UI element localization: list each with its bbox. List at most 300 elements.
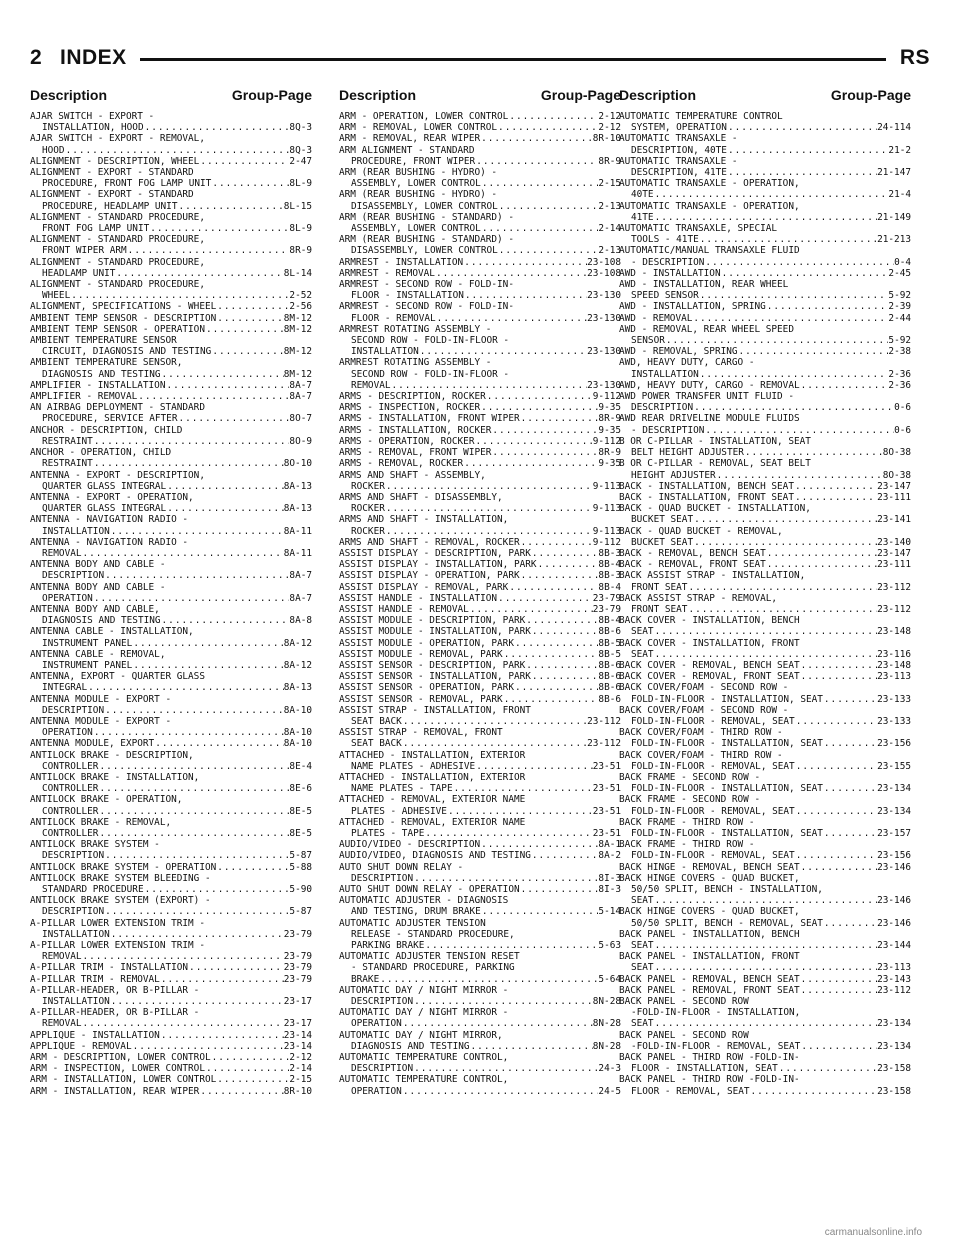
entry-text: BACK COVER - INSTALLATION, BENCH xyxy=(619,615,800,627)
dot-leader xyxy=(520,884,599,895)
dot-leader xyxy=(727,145,888,156)
entry-text: 41TE xyxy=(631,211,654,223)
dot-leader xyxy=(520,537,593,548)
group-page-ref: 8R-9 xyxy=(598,155,621,167)
index-entry xyxy=(619,705,911,727)
entry-text: ARM - REMOVAL, REAR WIPER xyxy=(339,133,481,145)
entry-text: AWD, HEAVY DUTY, CARGO - REMOVAL xyxy=(619,379,800,391)
dot-leader xyxy=(154,738,284,749)
entry-text: INSTRUMENT PANEL xyxy=(42,637,133,649)
entry-text: ARMS - REMOVAL, FRONT WIPER xyxy=(339,447,492,459)
entry-text: ASSIST HANDLE - REMOVAL xyxy=(339,603,469,615)
entry-text: AUDIO/VIDEO, DIAGNOSIS AND TESTING xyxy=(339,850,531,862)
index-entry xyxy=(30,694,312,716)
group-page-ref: 8M-12 xyxy=(283,323,312,335)
index-entry xyxy=(619,570,911,592)
dot-leader xyxy=(654,212,878,223)
entry-text: OPERATION xyxy=(351,1018,402,1030)
index-entry xyxy=(619,268,911,279)
group-page-ref: 8Q-3 xyxy=(289,122,312,134)
index-entry xyxy=(339,537,621,548)
index-entry xyxy=(619,111,911,133)
entry-text: SEAT xyxy=(631,648,654,660)
page-number: 2 xyxy=(30,46,43,69)
entry-last-line xyxy=(339,783,621,794)
entry-last-line xyxy=(30,1086,312,1097)
entry-text: ASSIST SENSOR - DESCRIPTION, PARK xyxy=(339,659,526,671)
dot-leader xyxy=(98,828,289,839)
entry-last-line xyxy=(619,234,911,245)
dot-leader xyxy=(497,593,593,604)
index-entry xyxy=(339,850,621,861)
entry-last-line xyxy=(619,738,911,749)
index-column-3 xyxy=(619,87,911,1097)
entry-text: INSTALLATION, HOOD xyxy=(42,122,144,134)
group-page-ref: 8A-7 xyxy=(289,592,312,604)
entry-text: ALIGNMENT - EXPORT - STANDARD xyxy=(30,167,194,179)
entry-text: FLOOR - REMOVAL xyxy=(351,312,436,324)
entry-text: ARM - INSTALLATION, LOWER CONTROL xyxy=(30,1074,217,1086)
group-page-ref: 23-51 xyxy=(592,828,621,839)
dot-leader xyxy=(211,346,283,357)
description-header: Description xyxy=(339,87,417,103)
group-page-ref: 8A-7 xyxy=(289,379,312,391)
entry-text: AUTOMATIC DAY / NIGHT MIRROR - xyxy=(339,984,509,996)
dot-leader xyxy=(520,570,599,581)
entry-text: ANTILOCK BRAKE SYSTEM BLEEDING - xyxy=(30,872,211,884)
entry-text: AJAR SWITCH - EXPORT - xyxy=(30,111,155,122)
group-page-ref: 9-112 xyxy=(592,435,621,447)
index-entry xyxy=(619,458,911,480)
entry-text: DESCRIPTION xyxy=(351,996,414,1008)
entry-last-line xyxy=(30,413,312,424)
dot-leader xyxy=(211,1052,290,1063)
index-entry xyxy=(30,873,312,895)
group-page-ref: 23-134 xyxy=(877,1018,911,1030)
dot-leader xyxy=(687,582,877,593)
entry-last-line xyxy=(619,895,911,906)
entry-text: FRONT SEAT xyxy=(631,581,688,593)
entry-text: ALIGNMENT - STANDARD PROCEDURE, xyxy=(30,256,205,268)
entry-last-line xyxy=(619,514,911,525)
entry-text: AUDIO/VIDEO - DESCRIPTION xyxy=(339,839,481,851)
entry-last-line xyxy=(30,391,312,402)
group-page-ref: 8M-12 xyxy=(283,368,312,380)
entry-text: AUTOMATIC TRANSAXLE - OPERATION, xyxy=(619,200,800,212)
entry-text: AWD - INSTALLATION, SPRING xyxy=(619,301,766,313)
entry-text: ASSIST STRAP - REMOVAL, FRONT xyxy=(339,727,503,739)
index-entry xyxy=(339,862,621,884)
entry-text: OPERATION xyxy=(42,592,93,604)
entry-last-line xyxy=(619,425,911,436)
index-entry xyxy=(339,649,621,660)
dot-leader xyxy=(514,638,598,649)
entry-text: ANTENNA - EXPORT - OPERATION, xyxy=(30,491,194,503)
entry-text: AMBIENT TEMP SENSOR - DESCRIPTION xyxy=(30,312,217,324)
entry-text: PLATES - ADHESIVE xyxy=(351,805,447,817)
index-entry xyxy=(30,335,312,357)
entry-text: BACK HINGE COVERS - QUAD BUCKET, xyxy=(619,906,800,918)
index-entry xyxy=(619,985,911,996)
entry-last-line xyxy=(339,615,621,626)
entry-last-line xyxy=(339,380,621,391)
dot-leader xyxy=(795,716,877,727)
entry-text: AMBIENT TEMPERATURE SENSOR, xyxy=(30,357,183,369)
entry-text: ANTILOCK BRAKE SYSTEM - OPERATION xyxy=(30,861,217,873)
entry-text: - STANDARD PROCEDURE, PARKING xyxy=(351,962,515,974)
entry-last-line xyxy=(339,133,621,144)
entry-text: ANTILOCK BRAKE - OPERATION, xyxy=(30,794,183,806)
entry-text: AWD REAR DRIVELINE MODULE FLUIDS xyxy=(619,413,800,425)
index-entry xyxy=(30,447,312,469)
group-page-ref: 23-134 xyxy=(877,1040,911,1052)
entry-last-line xyxy=(30,806,312,817)
group-page-ref: 5-63 xyxy=(598,940,621,952)
group-page-ref: 2-14 xyxy=(598,223,621,235)
dot-leader xyxy=(738,346,889,357)
entry-text: SENSOR xyxy=(631,335,665,347)
entry-text: ARM (REAR BUSHING - STANDARD) - xyxy=(339,234,514,246)
section-code: RS xyxy=(899,46,930,69)
index-entry xyxy=(619,481,911,492)
dot-leader xyxy=(800,974,878,985)
dot-leader xyxy=(402,1086,599,1097)
index-entry xyxy=(30,111,312,133)
group-page-ref: 23-146 xyxy=(877,917,911,929)
dot-leader xyxy=(800,660,878,671)
entry-text: ARM (REAR BUSHING - STANDARD) - xyxy=(339,211,514,223)
index-entry xyxy=(339,133,621,144)
entry-last-line xyxy=(619,582,911,593)
dot-leader xyxy=(727,167,877,178)
entry-text: B OR C-PILLAR - REMOVAL, SEAT BELT xyxy=(619,458,811,470)
index-entry xyxy=(30,324,312,335)
entry-text: AUTOMATIC ADJUSTER - DIAGNOSIS xyxy=(339,895,509,907)
group-page-ref: 5-92 xyxy=(888,290,911,302)
entry-text: SEAT xyxy=(631,626,654,638)
group-page-ref: 8B-4 xyxy=(598,581,621,593)
entry-text: HEIGHT ADJUSTER xyxy=(631,469,716,481)
entry-text: ANTILOCK BRAKE SYSTEM - xyxy=(30,839,160,851)
group-page-ref: 8E-4 xyxy=(289,760,312,772)
entry-text: ATTACHED - INSTALLATION, EXTERIOR xyxy=(339,749,526,761)
group-page-ref: 5-92 xyxy=(888,335,911,347)
index-entry xyxy=(30,1074,312,1085)
entry-text: AWD - REMOVAL, SPRING xyxy=(619,346,738,358)
group-page-ref: 24-5 xyxy=(598,1085,621,1097)
dot-leader xyxy=(508,582,598,593)
group-page-ref: 8B-6 xyxy=(598,693,621,705)
entry-last-line xyxy=(339,1063,621,1074)
entry-last-line xyxy=(339,638,621,649)
group-page-ref: 24-3 xyxy=(598,1063,621,1075)
dot-leader xyxy=(413,996,593,1007)
entry-text: ANTENNA MODULE, EXPORT xyxy=(30,738,155,750)
entry-last-line xyxy=(339,884,621,895)
entry-text: SEAT xyxy=(631,962,654,974)
entry-text: FLOOR - INSTALLATION xyxy=(351,290,464,302)
entry-last-line xyxy=(339,604,621,615)
entry-text: ATTACHED - REMOVAL, EXTERIOR NAME xyxy=(339,794,526,806)
entry-text: BELT HEIGHT ADJUSTER xyxy=(631,447,744,459)
dot-leader xyxy=(464,290,587,301)
index-entry xyxy=(30,839,312,861)
dot-leader xyxy=(486,391,593,402)
dot-leader xyxy=(531,548,599,559)
entry-text: FOLD-IN-FLOOR - INSTALLATION, SEAT xyxy=(631,693,823,705)
entry-text: A-PILLAR TRIM - REMOVAL xyxy=(30,973,160,985)
entry-text: SEAT BACK xyxy=(351,738,402,750)
entry-last-line xyxy=(619,660,911,671)
group-page-ref: 8L-9 xyxy=(289,178,312,190)
group-page-ref: 8O-10 xyxy=(283,458,312,470)
index-entry xyxy=(619,750,911,772)
entry-last-line xyxy=(619,346,911,357)
entry-text: A-PILLAR TRIM - INSTALLATION xyxy=(30,962,189,974)
index-entry xyxy=(339,324,621,358)
group-page-ref: 2-12 xyxy=(598,111,621,122)
dot-leader xyxy=(216,862,289,873)
group-page-ref: 8B-4 xyxy=(598,615,621,627)
group-page-ref: 8A-12 xyxy=(283,637,312,649)
entry-text: SEAT xyxy=(631,1018,654,1030)
index-entry xyxy=(30,750,312,772)
index-entry xyxy=(30,626,312,648)
index-entry xyxy=(30,1052,312,1063)
entry-text: ARMS AND SHAFT - DISASSEMBLY, xyxy=(339,491,503,503)
entry-text: ARMREST ROTATING ASSEMBLY - xyxy=(339,357,492,369)
dot-leader xyxy=(93,593,290,604)
dot-leader xyxy=(744,447,883,458)
dot-leader xyxy=(654,649,878,660)
dot-leader xyxy=(795,850,877,861)
group-page-ref: 23-14 xyxy=(283,1029,312,1041)
entry-text: PROCEDURE, HEADLAMP UNIT xyxy=(42,200,178,212)
entry-last-line xyxy=(339,559,621,570)
group-page-ref: 2-15 xyxy=(598,178,621,190)
group-page-ref: 8E-5 xyxy=(289,828,312,839)
index-entry xyxy=(30,1030,312,1041)
group-page-ref: 2-38 xyxy=(888,346,911,358)
entry-last-line xyxy=(619,167,911,178)
index-entry xyxy=(30,133,312,155)
group-page-ref: 8L-15 xyxy=(283,200,312,212)
entry-text: PROCEDURE, FRONT FOG LAMP UNIT xyxy=(42,178,212,190)
entry-text: ANTENNA CABLE - REMOVAL, xyxy=(30,648,166,660)
column-header xyxy=(619,87,911,111)
dot-leader xyxy=(795,806,877,817)
entry-text: FOLD-IN-FLOOR - REMOVAL, SEAT xyxy=(631,850,795,862)
entry-text: CONTROLLER xyxy=(42,760,99,772)
entry-text: ARM (REAR BUSHING - HYDRO) - xyxy=(339,167,498,179)
index-entry xyxy=(619,436,911,458)
index-entry xyxy=(619,727,911,749)
entry-last-line xyxy=(339,1018,621,1029)
group-page-ref: 23-144 xyxy=(877,940,911,952)
entry-last-line xyxy=(339,526,621,537)
entry-last-line xyxy=(30,850,312,861)
index-column-2 xyxy=(339,87,621,1097)
group-page-ref: 9-35 xyxy=(598,424,621,436)
entry-text: AJAR SWITCH - EXPORT - REMOVAL, xyxy=(30,133,205,145)
index-entry xyxy=(30,234,312,256)
index-entry xyxy=(339,772,621,794)
dot-leader xyxy=(70,290,289,301)
entry-text: BACK - REMOVAL, FRONT SEAT xyxy=(619,559,766,571)
group-page-ref: 5-87 xyxy=(289,906,312,918)
entry-last-line xyxy=(339,245,621,256)
entry-text: ANTENNA BODY AND CABLE - xyxy=(30,581,166,593)
group-page-ref: 23-140 xyxy=(877,536,911,548)
index-entry xyxy=(339,884,621,895)
group-page-ref: 2-15 xyxy=(289,1074,312,1086)
index-entry xyxy=(619,346,911,357)
index-entry xyxy=(339,301,621,323)
entry-last-line xyxy=(339,974,621,985)
entry-text: AUTOMATIC DAY / NIGHT MIRROR, xyxy=(339,1029,503,1041)
entry-last-line xyxy=(619,268,911,279)
group-page-ref: 2-13 xyxy=(598,245,621,257)
entry-text: CONTROLLER xyxy=(42,805,99,817)
entry-text: DESCRIPTION xyxy=(42,906,105,918)
entry-text: ROCKER xyxy=(351,503,385,515)
index-entry xyxy=(619,559,911,570)
index-entry xyxy=(339,593,621,604)
index-entry xyxy=(30,189,312,211)
entry-last-line xyxy=(339,111,621,122)
entry-last-line xyxy=(30,313,312,324)
index-entry xyxy=(30,974,312,985)
entry-text: BACK HINGE - REMOVAL, BENCH SEAT xyxy=(619,861,800,873)
entry-text: DESCRIPTION xyxy=(351,1063,414,1075)
entry-last-line xyxy=(339,548,621,559)
index-entry xyxy=(619,301,911,312)
group-page-ref: 8B-3 xyxy=(598,570,621,582)
entry-last-line xyxy=(619,918,911,929)
entry-last-line xyxy=(339,223,621,234)
entry-last-line xyxy=(619,783,911,794)
group-page-ref: 23-143 xyxy=(877,973,911,985)
entry-last-line xyxy=(339,178,621,189)
index-entry xyxy=(339,694,621,705)
entry-last-line xyxy=(30,346,312,357)
group-page-ref: 23-79 xyxy=(592,592,621,604)
entry-text: SEAT xyxy=(631,895,654,907)
index-entry xyxy=(619,794,911,816)
entry-text: ARM - INSPECTION, LOWER CONTROL xyxy=(30,1063,205,1075)
entry-last-line xyxy=(619,828,911,839)
dot-leader xyxy=(177,201,283,212)
group-page-ref: 23-134 xyxy=(877,805,911,817)
entry-last-line xyxy=(339,649,621,660)
entry-last-line xyxy=(339,906,621,917)
entry-last-line xyxy=(30,962,312,973)
entry-last-line xyxy=(339,122,621,133)
entry-text: ARMREST - REMOVAL xyxy=(339,267,435,279)
dot-leader xyxy=(82,951,284,962)
entry-text: -FOLD-IN-FLOOR - INSTALLATION, xyxy=(631,1007,801,1019)
entry-text: DESCRIPTION xyxy=(42,850,105,862)
index-entry xyxy=(619,178,911,200)
entry-text: ANTILOCK BRAKE SYSTEM (EXPORT) - xyxy=(30,895,211,907)
entry-text: ANTENNA, EXPORT - QUARTER GLASS xyxy=(30,671,205,683)
group-page-ref: 5-87 xyxy=(289,850,312,862)
entry-text: ANTENNA CABLE - INSTALLATION, xyxy=(30,626,194,638)
group-page-ref: 21-147 xyxy=(877,167,911,179)
entry-last-line xyxy=(619,604,911,615)
dot-leader xyxy=(721,268,889,279)
index-entry xyxy=(339,514,621,536)
entry-text: ARMS AND SHAFT - REMOVAL, ROCKER xyxy=(339,536,520,548)
entry-text: ANTENNA BODY AND CABLE - xyxy=(30,559,166,571)
dot-leader xyxy=(481,178,599,189)
entry-text: WHEEL xyxy=(42,290,71,302)
entry-text: AN AIRBAG DEPLOYMENT - STANDARD xyxy=(30,402,205,414)
entry-last-line xyxy=(339,156,621,167)
entry-last-line xyxy=(619,537,911,548)
entry-text: ANTENNA MODULE - EXPORT - xyxy=(30,693,172,705)
group-page-ref: 9-113 xyxy=(592,480,621,492)
index-entry xyxy=(30,817,312,839)
dot-leader xyxy=(800,1041,877,1052)
entry-last-line xyxy=(619,402,911,413)
entry-text: BACK PANEL - INSTALLATION, FRONT xyxy=(619,951,800,963)
entry-last-line xyxy=(619,761,911,772)
entry-last-line xyxy=(339,806,621,817)
dot-leader xyxy=(205,324,284,335)
index-entry xyxy=(619,526,911,548)
dot-leader xyxy=(402,1018,593,1029)
entry-text: BACK FRAME - THIRD ROW - xyxy=(619,839,755,851)
dot-leader xyxy=(104,906,289,917)
group-page-ref: 8A-8 xyxy=(289,615,312,627)
dot-leader xyxy=(654,189,889,200)
index-entry xyxy=(339,604,621,615)
entry-last-line xyxy=(30,615,312,626)
dot-leader xyxy=(800,671,878,682)
index-entry xyxy=(339,268,621,279)
dot-leader xyxy=(800,985,878,996)
dot-leader xyxy=(110,526,284,537)
entry-text: ALIGNMENT - STANDARD PROCEDURE, xyxy=(30,279,205,291)
entry-text: ARM ALIGNMENT - STANDARD xyxy=(339,144,475,156)
index-entry xyxy=(619,391,911,413)
group-page-ref: 8O-38 xyxy=(882,447,911,459)
entry-last-line xyxy=(339,201,621,212)
group-page-ref: 8B-3 xyxy=(598,547,621,559)
entry-last-line xyxy=(339,257,621,268)
entry-last-line xyxy=(339,313,621,324)
index-entry xyxy=(30,380,312,391)
entry-text: BACK PANEL - THIRD ROW -FOLD-IN- xyxy=(619,1074,800,1086)
group-page-ref: 8B-4 xyxy=(598,559,621,571)
index-entry xyxy=(339,895,621,917)
dot-leader xyxy=(104,570,289,581)
entry-last-line xyxy=(30,503,312,514)
index-entry xyxy=(30,1041,312,1052)
dot-leader xyxy=(385,481,593,492)
entry-text: BACK FRAME - SECOND ROW - xyxy=(619,771,761,783)
group-page-header: Group-Page xyxy=(540,87,621,103)
group-page-ref: 8E-6 xyxy=(289,783,312,795)
index-entry xyxy=(339,660,621,671)
entry-text: BACK COVER - REMOVAL, FRONT SEAT xyxy=(619,671,800,683)
group-page-ref: 8R-9 xyxy=(289,245,312,257)
entry-last-line xyxy=(30,268,312,279)
dot-leader xyxy=(693,514,877,525)
entry-text: - DESCRIPTION xyxy=(631,424,705,436)
entry-text: HEADLAMP UNIT xyxy=(42,267,116,279)
